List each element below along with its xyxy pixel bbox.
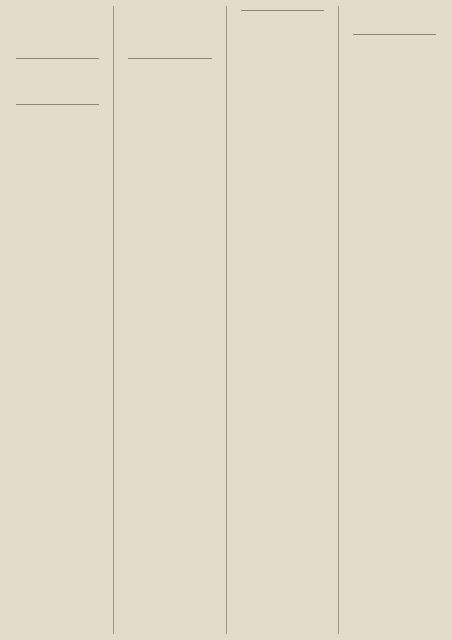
article-paragraph — [118, 6, 221, 18]
column-1 — [6, 6, 109, 634]
article-paragraph — [118, 30, 221, 42]
article-paragraph — [118, 18, 221, 30]
section-heading — [231, 15, 334, 25]
column-2 — [118, 6, 221, 634]
column-divider — [338, 6, 339, 634]
article-paragraph — [343, 6, 446, 18]
column-3 — [231, 6, 334, 634]
article-paragraph — [6, 30, 109, 42]
section-rule — [16, 104, 99, 105]
section-rule — [353, 34, 436, 35]
article-paragraph — [6, 42, 109, 54]
section-rule — [241, 10, 324, 11]
article-paragraph — [343, 18, 446, 30]
section-heading — [343, 39, 446, 49]
imprint — [343, 610, 446, 628]
article-paragraph — [6, 122, 109, 134]
article-paragraph — [231, 40, 334, 52]
article-paragraph — [6, 6, 109, 18]
article-paragraph — [6, 76, 109, 88]
article-paragraph — [6, 18, 109, 30]
article-paragraph — [118, 88, 221, 100]
section-heading — [6, 109, 109, 119]
article-paragraph — [118, 76, 221, 88]
article-paragraph — [118, 42, 221, 54]
article-paragraph — [6, 88, 109, 100]
column-divider — [226, 6, 227, 634]
column-divider — [113, 6, 114, 634]
section-heading — [118, 63, 221, 73]
article-paragraph — [343, 52, 446, 64]
section-rule — [16, 58, 99, 59]
article-paragraph — [231, 28, 334, 40]
section-rule — [128, 58, 211, 59]
article-paragraph — [231, 76, 334, 88]
section-heading — [6, 63, 109, 73]
article-paragraph — [231, 64, 334, 76]
article-paragraph — [231, 52, 334, 64]
article-paragraph — [231, 88, 334, 100]
column-4 — [343, 6, 446, 634]
article-paragraph — [343, 64, 446, 76]
